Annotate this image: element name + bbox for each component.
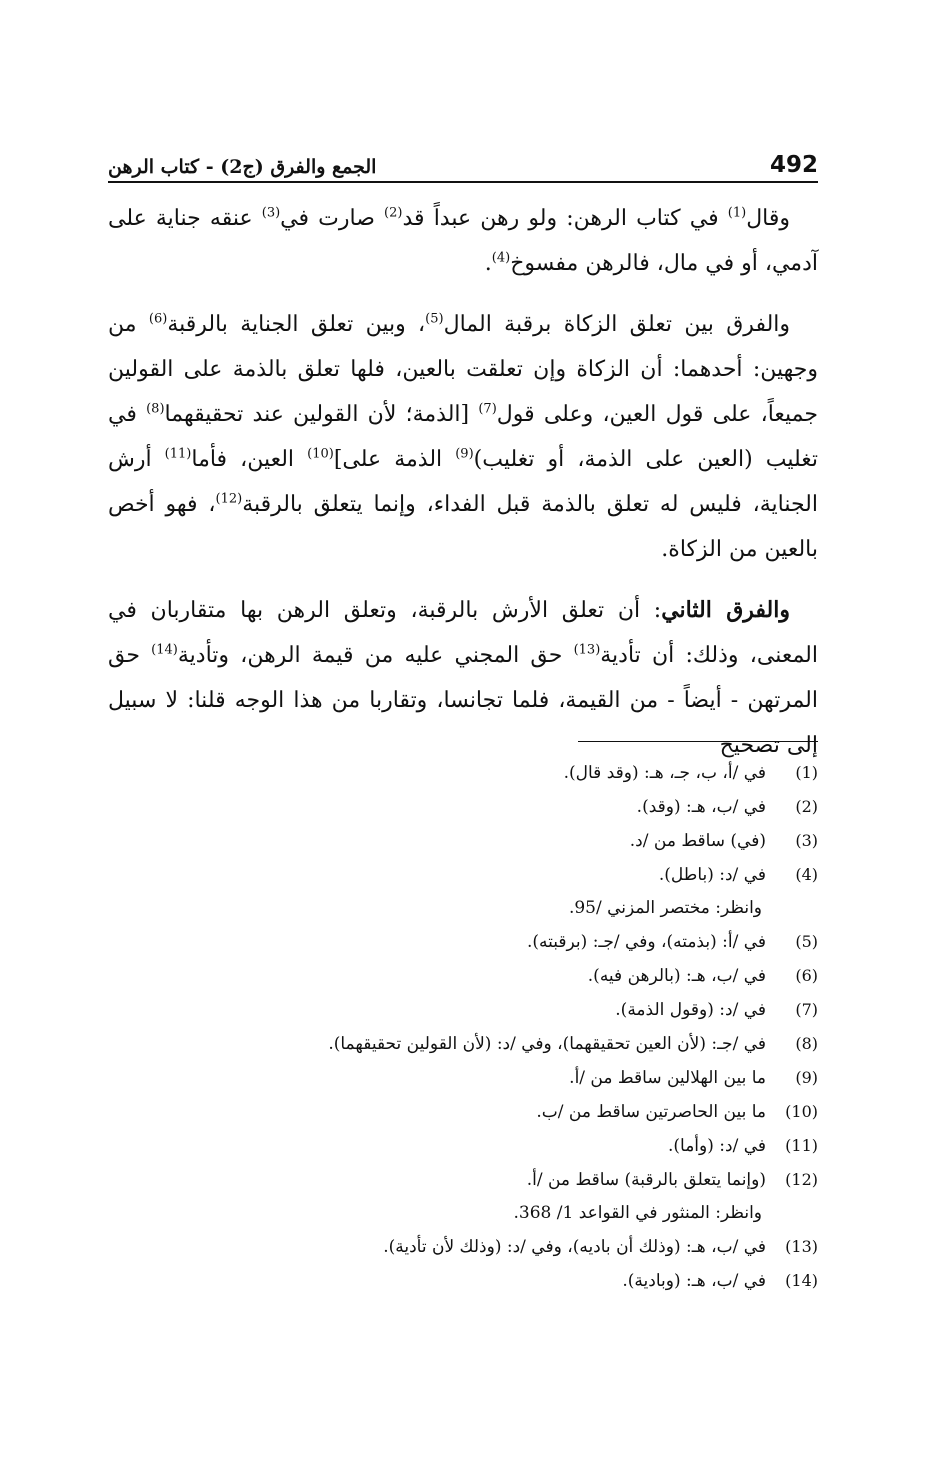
footnote-ref: (1) xyxy=(727,205,747,221)
footnote-text: في /جـ: (لأن العين تحقيقهما)، وفي /د: (لأن القولين تحقيقهما). xyxy=(328,1034,766,1054)
footnote-ref: (13) xyxy=(573,642,601,658)
text-run: عنقه جناية على آدمي، أو في مال، فالرهن مفسوخ xyxy=(108,206,818,276)
footnote-item xyxy=(108,925,818,959)
footnote-number: (9) xyxy=(795,1068,818,1087)
footnote-number: (10) xyxy=(785,1102,818,1121)
footnote-number: (4) xyxy=(795,865,818,884)
footnote-ref: (7) xyxy=(478,401,497,417)
footnote-ref: (12) xyxy=(215,491,243,507)
text-run: في تغليب (العين على الذمة، أو تغليب) xyxy=(108,402,818,472)
footnote-item xyxy=(108,1027,818,1061)
footnote-text: ما بين الهلالين ساقط من /أ. xyxy=(569,1068,766,1088)
footnote-text: في /د: (وأما). xyxy=(667,1136,766,1156)
text-run: في كتاب الرهن: ولو رهن عبداً قد xyxy=(402,206,728,231)
footnote-rule xyxy=(578,741,818,742)
text-run: والفرق بين تعلق الزكاة برقبة المال xyxy=(443,312,791,337)
footnote-text: في /ب، هـ: (وبادية). xyxy=(622,1271,766,1291)
text-run: ، وبين تعلق الجناية بالرقبة xyxy=(167,312,426,337)
footnote-item xyxy=(108,1061,818,1095)
text-run: . xyxy=(484,251,492,276)
main-text xyxy=(108,196,818,784)
footnote-item xyxy=(108,790,818,824)
text-run: : أن تعلق الأرش بالرقبة، وتعلق الرهن بها متقاربان في المعنى، وذلك: أن تأدية xyxy=(108,598,818,668)
paragraph-2 xyxy=(108,302,818,572)
footnote-ref: (9) xyxy=(455,446,474,462)
footnote-number: (5) xyxy=(795,932,818,951)
footnote-number: (13) xyxy=(785,1237,818,1256)
footnote-item xyxy=(108,1264,818,1298)
footnote-number: (12) xyxy=(785,1170,818,1189)
footnote-text: في /ب، هـ: (وقد). xyxy=(636,797,766,817)
footnote-text: (وإنما يتعلق بالرقبة) ساقط من /أ. xyxy=(526,1170,766,1190)
footnote-text: (في) ساقط من /د. xyxy=(629,831,766,851)
text-run: صارت في xyxy=(280,206,385,231)
footnote-number: (7) xyxy=(795,1000,818,1019)
text-run: ، فهو أخص بالعين من الزكاة. xyxy=(108,492,818,562)
section-lead: والفرق الثاني xyxy=(661,597,790,623)
footnote-ref: (3) xyxy=(261,205,281,221)
footnote-ref: (2) xyxy=(384,205,403,221)
footnote-item xyxy=(108,756,818,790)
footnotes-list xyxy=(108,756,818,1298)
paragraph-1 xyxy=(108,196,818,286)
page-number: 492 xyxy=(769,152,818,178)
footnote-continuation: وانظر: مختصر المزني /95. xyxy=(568,898,762,918)
footnote-number: (14) xyxy=(785,1271,818,1290)
footnote-ref: (10) xyxy=(307,446,334,462)
footnote-text: في /د: (باطل). xyxy=(658,865,766,885)
footnote-number: (11) xyxy=(785,1136,818,1155)
footnote-ref: (8) xyxy=(146,401,165,417)
footnote-ref: (5) xyxy=(425,311,444,327)
footnote-text: في /د: (وقول الذمة). xyxy=(615,1000,766,1020)
footnote-item xyxy=(108,993,818,1027)
footnote-item xyxy=(108,959,818,993)
footnote-text: في /ب، هـ: (وذلك أن باديه)، وفي /د: (وذلك لأن تأدية). xyxy=(383,1237,766,1257)
page-header xyxy=(108,140,818,178)
footnote-item xyxy=(108,824,818,858)
footnote-number: (1) xyxy=(795,763,818,782)
footnote-continuation: وانظر: المنثور في القواعد 1/ 368. xyxy=(513,1203,762,1223)
footnote-text: في /أ: (بذمته)، وفي /جـ: (برقبته). xyxy=(527,932,766,952)
text-run: حق المرتهن - أيضاً - من القيمة، فلما تجانسا، وتقاربا من هذا الوجه قلنا: لا سبيل إلى تصحيح xyxy=(108,643,818,758)
footnote-item xyxy=(108,1163,818,1197)
footnote-item xyxy=(108,1230,818,1264)
footnote-ref: (6) xyxy=(148,311,168,327)
text-run: العين، فأما xyxy=(191,447,308,472)
text-run: [الذمة؛ لأن القولين عند تحقيقهما xyxy=(164,402,479,427)
footnote-text: في /أ، ب، جـ، هـ: (وقد قال). xyxy=(563,763,766,783)
footnote-item xyxy=(108,1095,818,1129)
header-rule xyxy=(108,181,818,183)
footnote-number: (6) xyxy=(795,966,818,985)
footnote-number: (8) xyxy=(795,1034,818,1053)
footnote-ref: (4) xyxy=(491,250,511,266)
footnote-number: (2) xyxy=(795,797,818,816)
text-run: حق المجني عليه من قيمة الرهن، وتأدية xyxy=(177,643,574,668)
footnote-text: ما بين الحاصرتين ساقط من /ب. xyxy=(536,1102,766,1122)
text-run: من وجهين: أحدهما: أن الزكاة وإن تعلقت بالعين، فلها تعلق بالذمة على القولين جميعاً، على قول العين، وعلى قول xyxy=(108,312,818,427)
footnote-ref: (11) xyxy=(164,446,192,462)
text-run: وقال xyxy=(746,206,791,231)
running-title: الجمع والفرق (ج2) - كتاب الرهن xyxy=(108,156,377,178)
footnote-item xyxy=(108,1129,818,1163)
text-run: الذمة على] xyxy=(333,447,456,472)
footnote-ref: (14) xyxy=(151,642,178,658)
footnote-text: في /ب، هـ: (بالرهن فيه). xyxy=(587,966,766,986)
footnote-item xyxy=(108,858,818,892)
text-run: أرش الجناية، فليس له تعلق بالذمة قبل الفداء، وإنما يتعلق بالرقبة xyxy=(108,447,818,517)
footnote-number: (3) xyxy=(795,831,818,850)
